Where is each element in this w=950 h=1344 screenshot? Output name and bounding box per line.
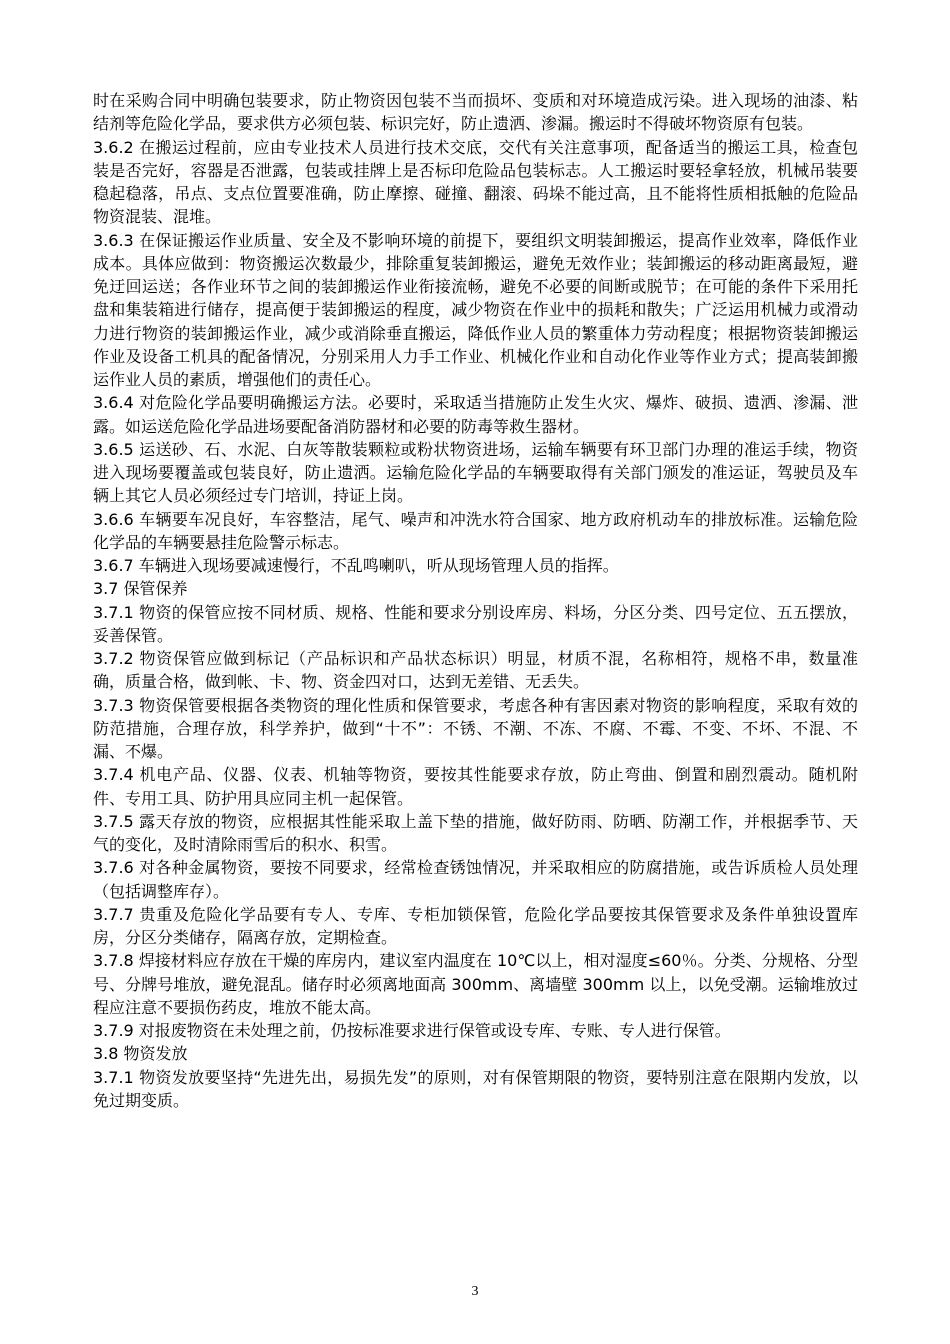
paragraph-3-7-4: 3.7.4 机电产品、仪器、仪表、机轴等物资，要按其性能要求存放，防止弯曲、倒置和剧烈震动。随机附件、专用工具、防护用具应同主机一起保管。 xyxy=(93,765,858,808)
paragraph-3-7-7: 3.7.7 贵重及危险化学品要有专人、专库、专柜加锁保管，危险化学品要按其保管要求及条件单独设置库房，分区分类储存，隔离存放，定期检查。 xyxy=(93,904,858,947)
paragraph-3-7-8: 3.7.8 焊接材料应存放在干燥的库房内，建议室内温度在 10℃以上，相对湿度≤60％。分类、分规格、分型号、分牌号堆放，避免混乱。储存时必须离地面高 300mm、离墙壁 300mm 以上，以免受潮。运输堆放过程应注意不要损伤药皮，堆放不能太高。 xyxy=(93,951,858,1017)
paragraph-3-8-1: 3.7.1 物资发放要坚持“先进先出，易损先发”的原则，对有保管期限的物资，要特别注意在限期内发放，以免过期变质。 xyxy=(93,1067,858,1110)
page-number: 3 xyxy=(471,1284,479,1299)
paragraph-3-6-6: 3.6.6 车辆要车况良好，车容整洁，尾气、噪声和冲洗水符合国家、地方政府机动车的排放标准。运输危险化学品的车辆要悬挂危险警示标志。 xyxy=(93,509,858,552)
paragraph-3-6-7: 3.6.7 车辆进入现场要减速慢行，不乱鸣喇叭，听从现场管理人员的指挥。 xyxy=(93,556,619,575)
paragraph-3-6-5: 3.6.5 运送砂、石、水泥、白灰等散装颗粒或粉状物资进场，运输车辆要有环卫部门办理的准运手续，物资进入现场要覆盖或包装良好，防止遗洒。运输危险化学品的车辆要取得有关部门颁发的准运证，驾驶员及车辆上其它人员必须经过专门培训，持证上岗。 xyxy=(93,439,858,506)
section-heading-3-8: 3.8 物资发放 xyxy=(93,1044,188,1064)
paragraph-3-7-5: 3.7.5 露天存放的物资，应根据其性能采取上盖下垫的措施，做好防雨、防晒、防潮工作，并根据季节、天气的变化，及时清除雨雪后的积水、积雪。 xyxy=(93,811,858,854)
paragraph-3-7-9: 3.7.9 对报废物资在未处理之前，仍按标准要求进行保管或设专库、专账、专人进行保管。 xyxy=(93,1021,731,1040)
document-body xyxy=(93,89,858,1112)
paragraph-3-7-3: 3.7.3 物资保管要根据各类物资的理化性质和保管要求，考虑各种有害因素对物资的影响程度，采取有效的防范措施，合理存放，科学养护，做到“十不”：不锈、不潮、不冻、不腐、不霉、不变、不坏、不混、不漏、不爆。 xyxy=(93,695,858,761)
paragraph-continuation: 时在采购合同中明确包装要求，防止物资因包装不当而损坏、变质和对环境造成污染。进入现场的油漆、粘结剂等危险化学品，要求供方必须包装、标识完好，防止遗洒、渗漏。搬运时不得破坏物资原有包装。 xyxy=(93,91,858,134)
paragraph-3-7-1: 3.7.1 物资的保管应按不同材质、规格、性能和要求分别设库房、料场，分区分类、四号定位、五五摆放，妥善保管。 xyxy=(93,602,858,645)
section-heading-3-7: 3.7 保管保养 xyxy=(93,579,188,599)
paragraph-3-7-2: 3.7.2 物资保管应做到标记（产品标识和产品状态标识）明显，材质不混，名称相符，规格不串，数量准确，质量合格，做到帐、卡、物、资金四对口，达到无差错、无丢失。 xyxy=(93,649,858,692)
paragraph-3-7-6: 3.7.6 对各种金属物资，要按不同要求，经常检查锈蚀情况，并采取相应的防腐措施，或告诉质检人员处理（包括调整库存）。 xyxy=(93,858,858,901)
paragraph-3-6-3: 3.6.3 在保证搬运作业质量、安全及不影响环境的前提下，要组织文明装卸搬运，提高作业效率，降低作业成本。具体应做到：物资搬运次数最少，排除重复装卸搬运，避免无效作业；装卸搬运的移动距离最短，避免迂回运送；各作业环节之间的装卸搬运作业衔接流畅，避免不必要的间断或脱节；在可能的条件下采用托盘和集装箱进行储存，提高便于装卸搬运的程度，减少物资在作业中的损耗和散失；广泛运用机械力或滑动力进行物资的装卸搬运作业，减少或消除垂直搬运，降低作业人员的繁重体力劳动程度；根据物资装卸搬运作业及设备工机具的配备情况，分别采用人力手工作业、机械化作业和自动化作业等作业方式；提高装卸搬运作业人员的素质，增强他们的责任心。 xyxy=(93,230,858,389)
paragraph-3-6-2: 3.6.2 在搬运过程前，应由专业技术人员进行技术交底，交代有关注意事项，配备适当的搬运工具，检查包装是否完好，容器是否泄露，包装或挂牌上是否标印危险品包装标志。人工搬运时要轻拿轻放，机械吊装要稳起稳落，吊点、支点位置要准确，防止摩擦、碰撞、翻滚、码垛不能过高，且不能将性质相抵触的危险品物资混装、混堆。 xyxy=(93,137,858,227)
paragraph-3-6-4: 3.6.4 对危险化学品要明确搬运方法。必要时，采取适当措施防止发生火灾、爆炸、破损、遗洒、渗漏、泄露。如运送危险化学品进场要配备消防器材和必要的防毒等救生器材。 xyxy=(93,393,858,436)
